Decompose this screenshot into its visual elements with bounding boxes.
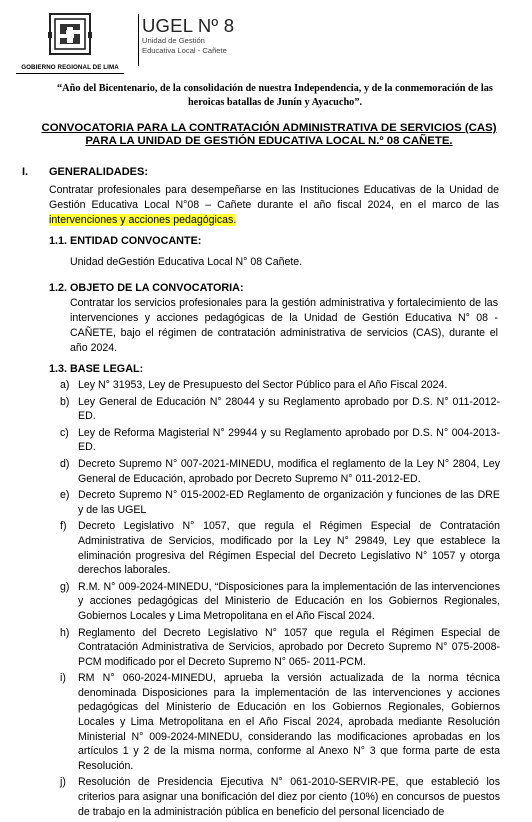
list-text: Resolución de Presidencia Ejecutiva N° 061-2010-SERVIR-PE, que estableció los criterios para asignar una bonificación del diez por ciento (10%) en concursos de puestos de trabajo en la administración pública en beneficio del personal licenciado de: [78, 776, 500, 818]
list-text: Ley General de Educación N° 28044 y su Reglamento aprobado por D.S. N° 011-2012-ED.: [78, 395, 500, 423]
list-text: Ley de Reforma Magisterial N° 29944 y su Reglamento aprobado por D.S. N° 004-2013-ED.: [78, 426, 500, 454]
subsection-entidad-title: 1.1. ENTIDAD CONVOCANTE:: [49, 235, 202, 247]
subsection-objeto-title: 1.2. OBJETO DE LA CONVOCATORIA:: [49, 282, 244, 294]
gobierno-regional-text: GOBIERNO REGIONAL DE LIMA: [21, 64, 119, 71]
ugel-title: UGEL Nº 8: [142, 15, 235, 36]
list-item: [60, 775, 500, 819]
ugel-brand: [142, 16, 262, 55]
list-item: [60, 395, 500, 424]
list-letter: c): [60, 426, 69, 439]
list-letter: h): [60, 626, 70, 639]
entidad-text: Unidad deGestión Educativa Local N° 08 Cañete.: [70, 256, 303, 268]
list-item: [60, 426, 500, 455]
list-item: [60, 457, 500, 486]
list-letter: a): [60, 379, 70, 391]
list-letter: i): [60, 672, 66, 685]
year-motto: “Año del Bicentenario, de la consolidación de nuestra Independencia, y de la conmemoración de las heroicas batallas de Junín y Ayacucho”.: [57, 83, 493, 108]
list-letter: g): [60, 580, 70, 593]
list-letter: f): [60, 520, 67, 533]
logo-underline: [16, 73, 124, 74]
list-item: [60, 488, 500, 517]
base-legal-list: [60, 378, 500, 821]
list-letter: j): [60, 776, 66, 789]
list-letter: d): [60, 457, 70, 470]
generalidades-paragraph: [49, 183, 499, 228]
list-text: Ley N° 31953, Ley de Presupuesto del Sector Público para el Año Fiscal 2024.: [78, 379, 448, 391]
ugel-subtitle-2: Educativa Local - Cañete: [142, 45, 227, 55]
list-item: [60, 626, 500, 670]
list-item: [60, 580, 500, 624]
list-item: [60, 519, 500, 577]
gobierno-regional-logo: [14, 12, 126, 74]
subsection-base-legal-title: 1.3. BASE LEGAL:: [49, 363, 144, 375]
list-text: R.M. N° 009-2024-MINEDU, “Disposiciones para la implementación de las intervenciones y acciones pedagógicas del Ministerio de Educación en los Gobiernos Regionales, Gobiernos Locales y Lima Metropolitana en el Año Fiscal 2024.: [78, 580, 500, 622]
list-letter: b): [60, 395, 70, 408]
list-text: RM N° 060-2024-MINEDU, apruebа la versión actualizada de la norma técnica denominada Disposiciones para la implementación de las intervenciones y acciones pedagógicas del Ministerio de Educación en los Gobiernos Regionales, Gobiernos Locales y Lima Metropolitana en el Año Fiscal 2024, aprobada mediante Resolución Ministerial N° 009-2024-MINEDU, considerando las modificaciones aprobadas en los artículos 1 y 2 de la misma norma, conforme al Anexo N° 3 que forma parte de esta Resolución.: [78, 672, 500, 772]
list-text: Decreto Supremo N° 015-2002-ED Reglamento de organización y funciones de las DRE y de las UGEL: [78, 489, 500, 516]
header-divider: [138, 14, 139, 66]
list-text: Decreto Legislativo N° 1057, que regula el Régimen Especial de Contratación Administrativa de Servicios, modificado por la Ley N° 29849, Ley que establece la eliminación progresiva del Régimen Especial del Decreto Legislativo N° 1057 y otorga derechos laborales.: [78, 520, 500, 577]
list-text: Reglamento del Decreto Legislativo N° 1057 que regula el Régimen Especial de Contratación Administrativa de Servicios, aprobado por Decreto Supremo N° 075-2008-PCM modificado por el Decreto Supremo N° 065- 2011-PCM.: [78, 626, 500, 668]
regional-emblem-icon: [48, 12, 92, 58]
section-number: I.: [22, 166, 29, 178]
document-title: CONVOCATORIA PARA LA CONTRATACIÓN ADMINISTRATIVA DE SERVICIOS (CAS) PARA LA UNIDAD DE GESTIÓN EDUCATIVA LOCAL N.º 08 CAÑETE.: [41, 122, 497, 148]
highlighted-text: intervenciones y acciones pedagógicas.: [49, 214, 237, 227]
intro-text: Contratar profesionales para desempeñarse en las Instituciones Educativas de la Unidad de Gestión Educativa Local N°08 – Cañete durante el año fiscal 2024, en el marco de las: [49, 184, 499, 212]
list-item: [60, 378, 500, 393]
list-text: Decreto Supremo N° 007-2021-MINEDU, modifica el reglamento de la Ley N° 2804, Ley General de Educación, aprobado por Decreto Supremo N° 011-2012-ED.: [78, 457, 500, 485]
letterhead: [14, 8, 519, 72]
ugel-subtitle-1: Unidad de Gestión: [142, 36, 205, 45]
list-item: [60, 671, 500, 773]
list-letter: e): [60, 489, 70, 502]
objeto-text: Contratar los servicios profesionales para la gestión administrativa y fortalecimiento de las intervenciones y acciones pedagógicas de la Unidad de Gestión Educativa N° 08 - CAÑETE, bajo el régimen de contratación administrativa de servicios (CAS), durante el año 2024.: [70, 297, 498, 355]
section-title: GENERALIDADES:: [49, 166, 149, 178]
